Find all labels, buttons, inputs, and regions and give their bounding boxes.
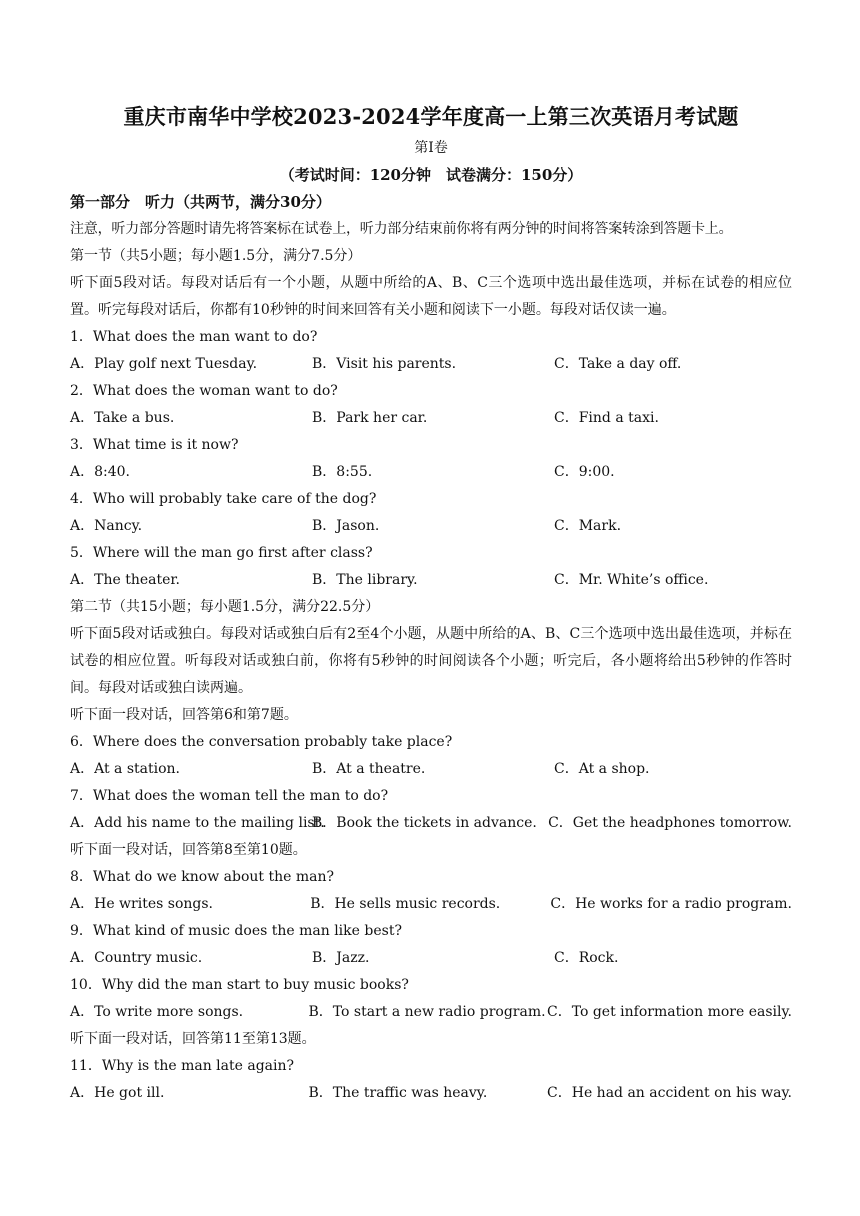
question-2-options <box>70 405 792 432</box>
option-c: C．Get the headphones tomorrow. <box>548 815 792 831</box>
option-c: C．9:00. <box>554 464 615 480</box>
volume-label: 第Ⅰ卷 <box>414 140 448 156</box>
option-c: C．Take a day off. <box>554 356 682 372</box>
option-b: B．Jason. <box>312 518 380 534</box>
option-b: B．To start a new radio program. <box>308 1004 546 1020</box>
option-a: A．8:40. <box>70 464 130 480</box>
option-b: B．Park her car. <box>312 410 428 426</box>
section2-instructions: 听下面5段对话或独白。每段对话或独白后有2至4个小题，从题中所给的A、B、C三个选项中选出最佳选项，并标在试卷的相应位置。听每段对话或独白前，你将有5秒钟的时间阅读各个小题；听完后，各小题将给出5秒钟的作答时间。每段对话或独白读两遍。 <box>70 626 792 696</box>
option-c: C．Find a taxi. <box>554 410 659 426</box>
section1-heading: 第一节（共5小题；每小题1.5分，满分7.5分） <box>70 248 362 264</box>
option-b: B．At a theatre. <box>312 761 426 777</box>
option-a: A．He got ill. <box>70 1085 165 1101</box>
question-1: 1．What does the man want to do? <box>70 329 318 345</box>
question-4-options <box>70 513 792 540</box>
question-6-options <box>70 756 792 783</box>
option-a: A．He writes songs. <box>70 896 213 912</box>
question-9: 9．What kind of music does the man like best? <box>70 923 402 939</box>
question-10: 10．Why did the man start to buy music books? <box>70 977 409 993</box>
option-b: B．The traffic was heavy. <box>308 1085 488 1101</box>
question-4: 4．Who will probably take care of the dog? <box>70 491 377 507</box>
page-title: 重庆市南华中学校2023-2024学年度高一上第三次英语月考试题 <box>123 104 739 129</box>
option-c: C．At a shop. <box>554 761 650 777</box>
option-a: A．To write more songs. <box>70 1004 244 1020</box>
option-b: B．He sells music records. <box>310 896 501 912</box>
part1-heading: 第一部分 听力（共两节，满分30分） <box>70 193 331 211</box>
question-11: 11．Why is the man late again? <box>70 1058 294 1074</box>
option-a: A．Add his name to the mailing list. <box>70 815 325 831</box>
question-8: 8．What do we know about the man? <box>70 869 335 885</box>
exam-info: （考试时间：120分钟 试卷满分：150分） <box>279 166 583 184</box>
group-11-13-instruction: 听下面一段对话，回答第11至第13题。 <box>70 1031 316 1047</box>
question-1-options <box>70 351 792 378</box>
option-b: B．The library. <box>312 572 418 588</box>
option-c: C．He works for a radio program. <box>550 896 792 912</box>
option-b: B．Jazz. <box>312 950 370 966</box>
exam-page <box>70 100 792 1107</box>
option-c: C．Mr. White’s office. <box>554 572 709 588</box>
question-8-options <box>70 891 792 918</box>
question-3-options <box>70 459 792 486</box>
question-3: 3．What time is it now? <box>70 437 239 453</box>
question-6: 6．Where does the conversation probably take place? <box>70 734 453 750</box>
option-a: A．Nancy. <box>70 518 143 534</box>
option-c: C．He had an accident on his way. <box>547 1085 792 1101</box>
question-7: 7．What does the woman tell the man to do? <box>70 788 389 804</box>
option-a: A．Country music. <box>70 950 203 966</box>
option-a: A．Play golf next Tuesday. <box>70 356 258 372</box>
group-6-7-instruction: 听下面一段对话，回答第6和第7题。 <box>70 707 298 723</box>
question-9-options <box>70 945 792 972</box>
option-c: C．Rock. <box>554 950 619 966</box>
option-a: A．At a station. <box>70 761 181 777</box>
option-c: C．Mark. <box>554 518 622 534</box>
option-b: B．Visit his parents. <box>312 356 457 372</box>
option-b: B．Book the tickets in advance. <box>312 815 537 831</box>
option-a: A．Take a bus. <box>70 410 175 426</box>
question-10-options <box>70 999 792 1026</box>
listening-notice: 注意，听力部分答题时请先将答案标在试卷上，听力部分结束前你将有两分钟的时间将答案转涂到答题卡上。 <box>70 221 733 237</box>
option-b: B．8:55. <box>312 464 373 480</box>
section1-instructions: 听下面5段对话。每段对话后有一个小题，从题中所给的A、B、C三个选项中选出最佳选项，并标在试卷的相应位置。听完每段对话后，你都有10秒钟的时间来回答有关小题和阅读下一小题。每段对话仅读一遍。 <box>70 275 792 318</box>
question-11-options <box>70 1080 792 1107</box>
group-8-10-instruction: 听下面一段对话，回答第8至第10题。 <box>70 842 307 858</box>
question-7-options <box>70 810 792 837</box>
section2-heading: 第二节（共15小题；每小题1.5分，满分22.5分） <box>70 599 380 615</box>
option-c: C．To get information more easily. <box>547 1004 792 1020</box>
question-5: 5．Where will the man go first after class? <box>70 545 373 561</box>
question-2: 2．What does the woman want to do? <box>70 383 338 399</box>
option-a: A．The theater. <box>70 572 180 588</box>
question-5-options <box>70 567 792 594</box>
